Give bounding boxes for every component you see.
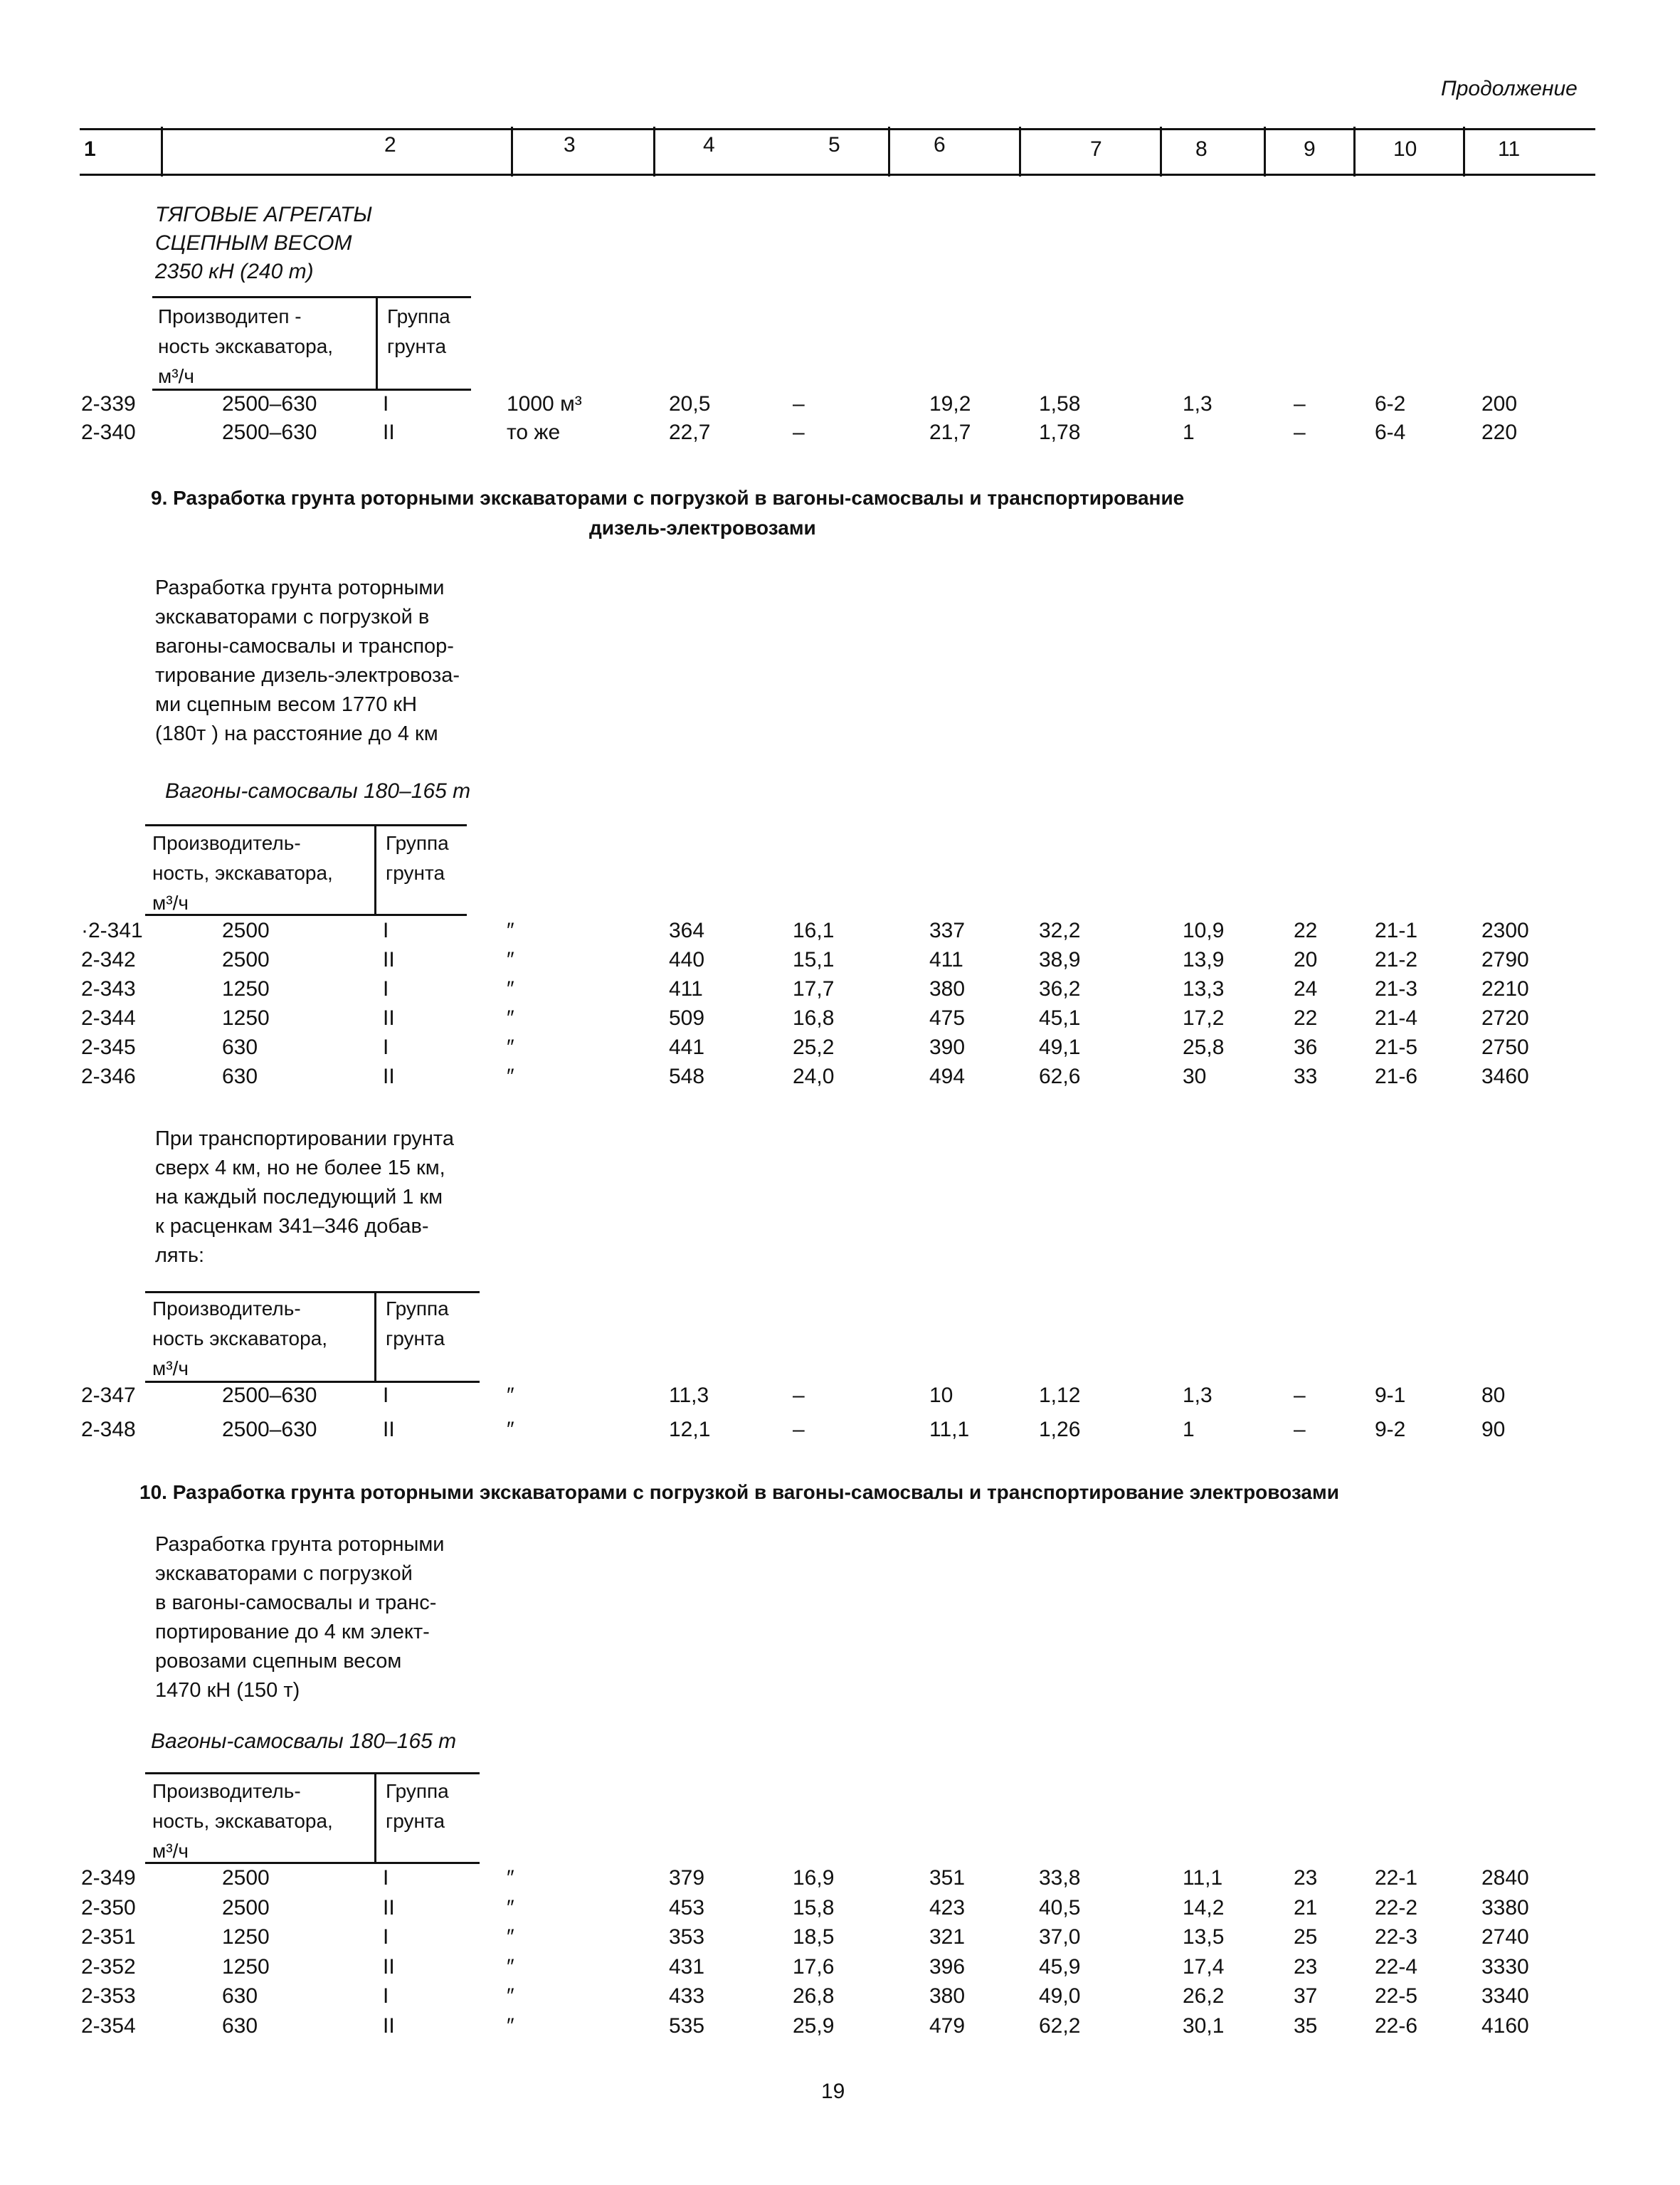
cell-productivity: 2500	[222, 948, 270, 972]
cell-col8: 30,1	[1183, 2013, 1225, 2038]
cell-unit: ″	[507, 1006, 514, 1030]
cell-col11: 220	[1481, 421, 1518, 444]
cell-unit: ″	[507, 977, 514, 1001]
cell-unit: ″	[507, 1925, 514, 1949]
cell-col8: 1,3	[1183, 392, 1213, 416]
cell-col5: –	[793, 421, 805, 444]
cell-col5: 16,9	[793, 1866, 835, 1890]
cell-col4: 548	[669, 1065, 705, 1088]
cell-productivity: 2500	[222, 1895, 270, 1920]
cell-col7: 45,9	[1039, 1954, 1081, 1979]
cell-unit: ″	[507, 1418, 514, 1441]
cell-unit: 1000 м³	[507, 392, 582, 416]
cell-col10: 22-6	[1375, 2013, 1418, 2038]
cell-col4: 509	[669, 1006, 705, 1030]
cell-col10: 21-6	[1375, 1065, 1418, 1088]
cell-unit: ″	[507, 1384, 514, 1407]
cell-col8: 14,2	[1183, 1895, 1225, 1920]
cell-col9: 21	[1294, 1895, 1318, 1920]
cell-col8: 13,3	[1183, 977, 1225, 1001]
cell-col6: 351	[929, 1866, 966, 1890]
cell-col11: 3460	[1481, 1065, 1529, 1088]
cell-soil-group: II	[383, 1006, 395, 1030]
traction-title: ТЯГОВЫЕ АГРЕГАТЫ СЦЕПНЫМ ВЕСОМ 2350 кН (240 т)	[155, 203, 372, 283]
cell-col6: 411	[929, 948, 963, 972]
cell-unit: ″	[507, 919, 514, 942]
cell-col11: 2300	[1481, 919, 1529, 942]
cell-col10: 22-3	[1375, 1925, 1418, 1949]
cell-soil-group: I	[383, 392, 389, 416]
col-header: 6	[934, 133, 946, 157]
section9-title-line1: 9. Разработка грунта роторными экскаваторами с погрузкой в вагоны-самосвалы и транспортирование	[151, 487, 1185, 509]
col-header: 3	[564, 133, 576, 157]
cell-productivity: 630	[222, 1984, 258, 2008]
cell-col7: 62,2	[1039, 2013, 1081, 2038]
cell-col7: 45,1	[1039, 1006, 1081, 1030]
cell-col4: 379	[669, 1866, 705, 1890]
cell-col5: 17,6	[793, 1954, 835, 1979]
cell-col11: 3330	[1481, 1954, 1529, 1979]
cell-col9: 24	[1294, 977, 1318, 1001]
cell-col6: 21,7	[929, 421, 971, 444]
cell-col4: 440	[669, 948, 705, 972]
cell-soil-group: I	[383, 1866, 389, 1890]
cell-soil-group: I	[383, 1036, 389, 1059]
cell-col7: 37,0	[1039, 1925, 1081, 1949]
cell-col9: 36	[1294, 1036, 1318, 1059]
cell-col10: 21-3	[1375, 977, 1418, 1001]
cell-col11: 2790	[1481, 948, 1529, 972]
page-number: 19	[821, 2080, 845, 2103]
cell-col11: 3380	[1481, 1895, 1529, 1920]
cell-col8: 10,9	[1183, 919, 1225, 942]
cell-productivity: 2500	[222, 919, 270, 942]
cell-code: 2-342	[81, 948, 136, 972]
cell-col5: 15,8	[793, 1895, 835, 1920]
cell-col10: 21-1	[1375, 919, 1418, 942]
cell-col6: 494	[929, 1065, 966, 1088]
cell-unit: то же	[507, 421, 561, 444]
cell-col8: 11,1	[1183, 1866, 1223, 1890]
cell-col4: 535	[669, 2013, 705, 2038]
col-header: 5	[828, 133, 840, 157]
cell-col4: 364	[669, 919, 705, 942]
cell-col7: 49,0	[1039, 1984, 1081, 2008]
cell-productivity: 630	[222, 1036, 258, 1059]
cell-col10: 6-4	[1375, 421, 1406, 444]
cell-unit: ″	[507, 2013, 514, 2038]
cell-col8: 26,2	[1183, 1984, 1225, 2008]
cell-code: 2-348	[81, 1418, 136, 1441]
cell-col9: 25	[1294, 1925, 1318, 1949]
cell-col9: –	[1294, 421, 1306, 444]
cell-productivity: 1250	[222, 1925, 270, 1949]
cell-col11: 4160	[1481, 2013, 1529, 2038]
cell-col8: 17,2	[1183, 1006, 1225, 1030]
cell-productivity: 2500–630	[222, 1384, 317, 1407]
cell-col8: 13,5	[1183, 1925, 1225, 1949]
cell-soil-group: I	[383, 1984, 389, 2008]
cell-col7: 1,26	[1039, 1418, 1081, 1441]
cell-col9: 22	[1294, 919, 1318, 942]
cell-unit: ″	[507, 1895, 514, 1920]
cell-code: 2-346	[81, 1065, 136, 1088]
cell-productivity: 2500–630	[222, 392, 317, 416]
cell-col9: 23	[1294, 1866, 1318, 1890]
cell-col5: 24,0	[793, 1065, 835, 1088]
cell-col6: 11,1	[929, 1418, 970, 1441]
cell-col6: 380	[929, 1984, 966, 2008]
cell-col7: 40,5	[1039, 1895, 1081, 1920]
cell-code: 2-345	[81, 1036, 136, 1059]
col-header: 2	[384, 133, 396, 157]
cell-soil-group: II	[383, 2013, 395, 2038]
cell-soil-group: II	[383, 948, 395, 972]
cell-col8: 13,9	[1183, 948, 1225, 972]
cell-col4: 353	[669, 1925, 705, 1949]
cell-code: 2-343	[81, 977, 136, 1001]
cell-col7: 49,1	[1039, 1036, 1081, 1059]
cell-unit: ″	[507, 1866, 514, 1890]
cell-col7: 1,12	[1039, 1384, 1081, 1407]
cell-soil-group: I	[383, 919, 389, 942]
cell-col9: 20	[1294, 948, 1318, 972]
cell-col7: 32,2	[1039, 919, 1081, 942]
cell-col4: 411	[669, 977, 703, 1001]
cell-col9: –	[1294, 1418, 1306, 1441]
cell-col9: 35	[1294, 2013, 1318, 2038]
cell-col7: 62,6	[1039, 1065, 1081, 1088]
cell-soil-group: I	[383, 977, 389, 1001]
cell-col11: 3340	[1481, 1984, 1529, 2008]
cell-col10: 21-5	[1375, 1036, 1418, 1059]
section10-wagons: Вагоны-самосвалы 180–165 т	[151, 1729, 457, 1753]
cell-col9: –	[1294, 392, 1306, 416]
cell-col8: 25,8	[1183, 1036, 1225, 1059]
cell-col6: 10	[929, 1384, 953, 1407]
cell-col11: 2840	[1481, 1866, 1529, 1890]
cell-col11: 2750	[1481, 1036, 1529, 1059]
cell-unit: ″	[507, 948, 514, 972]
cell-col4: 20,5	[669, 392, 711, 416]
cell-col11: 2720	[1481, 1006, 1529, 1030]
cell-productivity: 1250	[222, 1954, 270, 1979]
cell-code: 2-347	[81, 1384, 136, 1407]
cell-col11: 90	[1481, 1418, 1506, 1441]
cell-code: 2-353	[81, 1984, 136, 2008]
cell-unit: ″	[507, 1954, 514, 1979]
cell-col8: 30	[1183, 1065, 1207, 1088]
cell-unit: ″	[507, 1036, 514, 1059]
section10-title: 10. Разработка грунта роторными экскаваторами с погрузкой в вагоны-самосвалы и транспортирование электровозами	[139, 1481, 1339, 1503]
cell-col7: 38,9	[1039, 948, 1081, 972]
cell-code: 2-352	[81, 1954, 136, 1979]
cell-code: 2-350	[81, 1895, 136, 1920]
cell-productivity: 2500–630	[222, 421, 317, 444]
cell-code: 2-340	[81, 421, 136, 444]
cell-col9: 37	[1294, 1984, 1318, 2008]
cell-productivity: 2500–630	[222, 1418, 317, 1441]
cell-col5: –	[793, 1418, 805, 1441]
cell-productivity: 630	[222, 1065, 258, 1088]
cell-code: 2-349	[81, 1866, 136, 1890]
cell-col7: 1,58	[1039, 392, 1081, 416]
section9-title-line2: дизель-электровозами	[589, 517, 816, 539]
cell-soil-group: II	[383, 1954, 395, 1979]
cell-soil-group: II	[383, 421, 395, 444]
cell-soil-group: II	[383, 1895, 395, 1920]
section9-extra-description: При транспортировании грунта сверх 4 км, но не более 15 км, на каждый последующий 1 км к расценкам 341–346 добав- лять:	[155, 1127, 455, 1267]
col-header: 9	[1304, 137, 1316, 161]
cell-col6: 390	[929, 1036, 966, 1059]
continuation-label: Продолжение	[1441, 77, 1578, 100]
cell-col6: 380	[929, 977, 966, 1001]
cell-productivity: 630	[222, 2013, 258, 2038]
cell-col10: 22-4	[1375, 1954, 1418, 1979]
cell-soil-group: I	[383, 1925, 389, 1949]
col-header: 4	[703, 133, 715, 157]
section9-description: Разработка грунта роторными экскаваторами с погрузкой в вагоны-самосвалы и транспор- тирование дизель-электровоза- ми сцепным весом 1770 кН (180т ) на расстояние до 4 км	[155, 576, 460, 745]
cell-col5: 15,1	[793, 948, 835, 972]
cell-col11: 2740	[1481, 1925, 1529, 1949]
cell-col4: 441	[669, 1036, 705, 1059]
cell-col5: 26,8	[793, 1984, 835, 2008]
cell-col5: –	[793, 392, 805, 416]
cell-col4: 11,3	[669, 1384, 709, 1407]
cell-col8: 1	[1183, 1418, 1195, 1441]
col-header: 8	[1195, 137, 1208, 161]
cell-col7: 33,8	[1039, 1866, 1081, 1890]
cell-col5: 16,1	[793, 919, 835, 942]
cell-col7: 1,78	[1039, 421, 1081, 444]
cell-col4: 431	[669, 1954, 705, 1979]
cell-col10: 22-1	[1375, 1866, 1418, 1890]
cell-col10: 22-5	[1375, 1984, 1418, 2008]
cell-col4: 433	[669, 1984, 705, 2008]
cell-col11: 80	[1481, 1384, 1506, 1407]
cell-col5: 17,7	[793, 977, 835, 1001]
cell-productivity: 1250	[222, 1006, 270, 1030]
cell-col10: 6-2	[1375, 392, 1406, 416]
cell-soil-group: I	[383, 1384, 389, 1407]
cell-col10: 9-1	[1375, 1384, 1406, 1407]
cell-code: 2-354	[81, 2013, 136, 2038]
cell-col5: –	[793, 1384, 805, 1407]
cell-code: 2-344	[81, 1006, 136, 1030]
cell-col10: 9-2	[1375, 1418, 1406, 1441]
cell-col4: 22,7	[669, 421, 711, 444]
cell-col6: 423	[929, 1895, 966, 1920]
cell-col6: 479	[929, 2013, 966, 2038]
cell-col6: 321	[929, 1925, 966, 1949]
cell-col6: 19,2	[929, 392, 971, 416]
cell-col9: 23	[1294, 1954, 1318, 1979]
section9-wagons: Вагоны-самосвалы 180–165 т	[165, 779, 471, 803]
cell-code: ·2-341	[81, 919, 143, 942]
cell-col6: 396	[929, 1954, 966, 1979]
cell-col11: 200	[1481, 392, 1518, 416]
cell-unit: ″	[507, 1065, 514, 1088]
cell-code: 2-339	[81, 392, 136, 416]
cell-soil-group: II	[383, 1065, 395, 1088]
section10-description: Разработка грунта роторными экскаваторами с погрузкой в вагоны-самосвалы и транс- портирование до 4 км элект- ровозами сцепным весом 1470 кН (150 т)	[155, 1533, 445, 1702]
cell-col4: 12,1	[669, 1418, 711, 1441]
cell-col10: 22-2	[1375, 1895, 1418, 1920]
cell-col4: 453	[669, 1895, 705, 1920]
cell-col8: 1	[1183, 421, 1195, 444]
cell-col7: 36,2	[1039, 977, 1081, 1001]
cell-col5: 25,9	[793, 2013, 835, 2038]
cell-col11: 2210	[1481, 977, 1529, 1001]
cell-col9: 33	[1294, 1065, 1318, 1088]
cell-col10: 21-2	[1375, 948, 1418, 972]
cell-productivity: 1250	[222, 977, 270, 1001]
cell-col9: –	[1294, 1384, 1306, 1407]
cell-col10: 21-4	[1375, 1006, 1418, 1030]
cell-col5: 18,5	[793, 1925, 835, 1949]
cell-col5: 25,2	[793, 1036, 835, 1059]
col-header: 1	[84, 137, 96, 161]
cell-productivity: 2500	[222, 1866, 270, 1890]
cell-col8: 1,3	[1183, 1384, 1213, 1407]
cell-col6: 337	[929, 919, 966, 942]
col-header: 7	[1090, 137, 1102, 161]
cell-col9: 22	[1294, 1006, 1318, 1030]
cell-col8: 17,4	[1183, 1954, 1225, 1979]
col-header: 10	[1393, 137, 1417, 161]
cell-soil-group: II	[383, 1418, 395, 1441]
col-header: 11	[1498, 137, 1521, 161]
cell-code: 2-351	[81, 1925, 136, 1949]
cell-col6: 475	[929, 1006, 966, 1030]
cell-unit: ″	[507, 1984, 514, 2008]
cell-col5: 16,8	[793, 1006, 835, 1030]
